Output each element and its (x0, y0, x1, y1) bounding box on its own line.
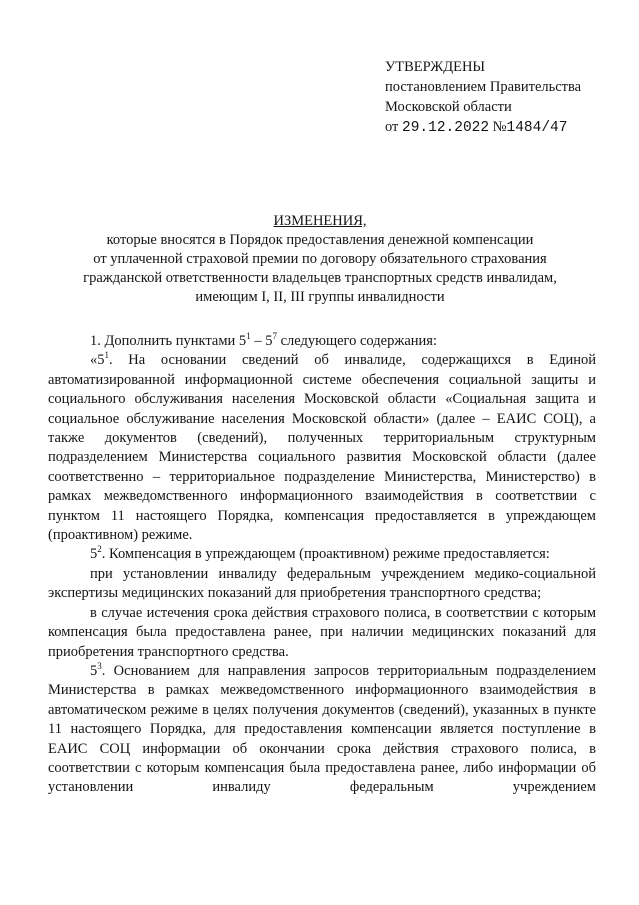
p2-sup: 1 (104, 350, 109, 361)
approval-title: УТВЕРЖДЕНЫ (385, 59, 486, 75)
p6-lead: 5 (90, 662, 98, 679)
p1-text-c: следующего содержания: (276, 333, 438, 349)
approval-number-label: № (492, 119, 507, 135)
approval-date-line (385, 117, 581, 138)
paragraph-5-1 (48, 351, 596, 545)
heading-title: ИЗМЕНЕНИЯ, (273, 213, 367, 229)
p5-text: в случае истечения срока действия страхового полиса, в соответствии с которым компенсация была предоставлена ранее, при наличии медицинских показаний для приобретения транспортного средства. (48, 604, 596, 660)
p3-sup: 2 (97, 544, 102, 555)
p1-text-a: 1. Дополнить пунктами 5 (90, 333, 247, 349)
p3-lead: 5 (90, 546, 98, 563)
heading-line-1: которые вносятся в Порядок предоставления денежной компенсации (106, 232, 534, 248)
document-heading (60, 212, 580, 307)
paragraph-1 (48, 332, 596, 351)
heading-line-3: гражданской ответственности владельцев транспортных средств инвалидам, (83, 270, 557, 286)
approval-block (385, 57, 581, 138)
paragraph-5-2-item-1 (48, 565, 596, 604)
paragraph-5-2 (48, 545, 596, 564)
paragraph-5-2-item-2 (48, 604, 596, 662)
p4-text: при установлении инвалиду федеральным учреждением медико-социальной экспертизы медицинских показаний для приобретения транспортного средства; (48, 565, 596, 602)
heading-line-4: имеющим I, II, III группы инвалидности (195, 289, 445, 305)
p6-text: . Основанием для направления запросов территориальным подразделением Министерства в рамках межведомственного информационного взаимодействия в автоматическом режиме в целях получения документов (сведений), указанных в пункте 11 настоящего Порядка, для предоставления компенсации является поступление в ЕАИС СОЦ информации об окончании срока действия страхового полиса, в соответствии с которым компенсация была предоставлена ранее, либо информации об установлении инвалиду федеральным учреждением (48, 662, 596, 796)
paragraph-5-3 (48, 662, 596, 798)
approval-line-1: постановлением Правительства (385, 79, 582, 95)
p1-text-b: – 5 (250, 333, 273, 349)
approval-date: 29.12.2022 (402, 120, 490, 136)
p6-sup: 3 (97, 661, 102, 672)
approval-prefix: от (385, 119, 399, 135)
approval-number: 1484/47 (506, 120, 568, 136)
p1-sup-a: 1 (246, 331, 251, 342)
document-body (48, 332, 596, 798)
p2-lead: «5 (90, 352, 105, 369)
p3-text: . Компенсация в упреждающем (проактивном) режиме предоставляется: (101, 546, 550, 563)
p1-sup-b: 7 (272, 331, 277, 342)
heading-line-2: от уплаченной страховой премии по договору обязательного страхования (93, 251, 547, 267)
p2-text: . На основании сведений об инвалиде, содержащихся в Единой автоматизированной информационной системе обеспечения социальной защиты и социального обслуживания населения Московской области «Социальная защита и социальное обслуживание населения Московской области» (далее – ЕАИС СОЦ), а также документов (сведений), полученных территориальным структурным подразделением Министерства социального развития Московской области (далее соответственно – территориальное подразделение Министерства, Министерство) в рамках межведомственного информационного взаимодействия в соответствии с пунктом 11 настоящего Порядка, компенсация предоставляется в упреждающем (проактивном) режиме. (48, 352, 596, 544)
approval-line-2: Московской области (385, 99, 512, 115)
